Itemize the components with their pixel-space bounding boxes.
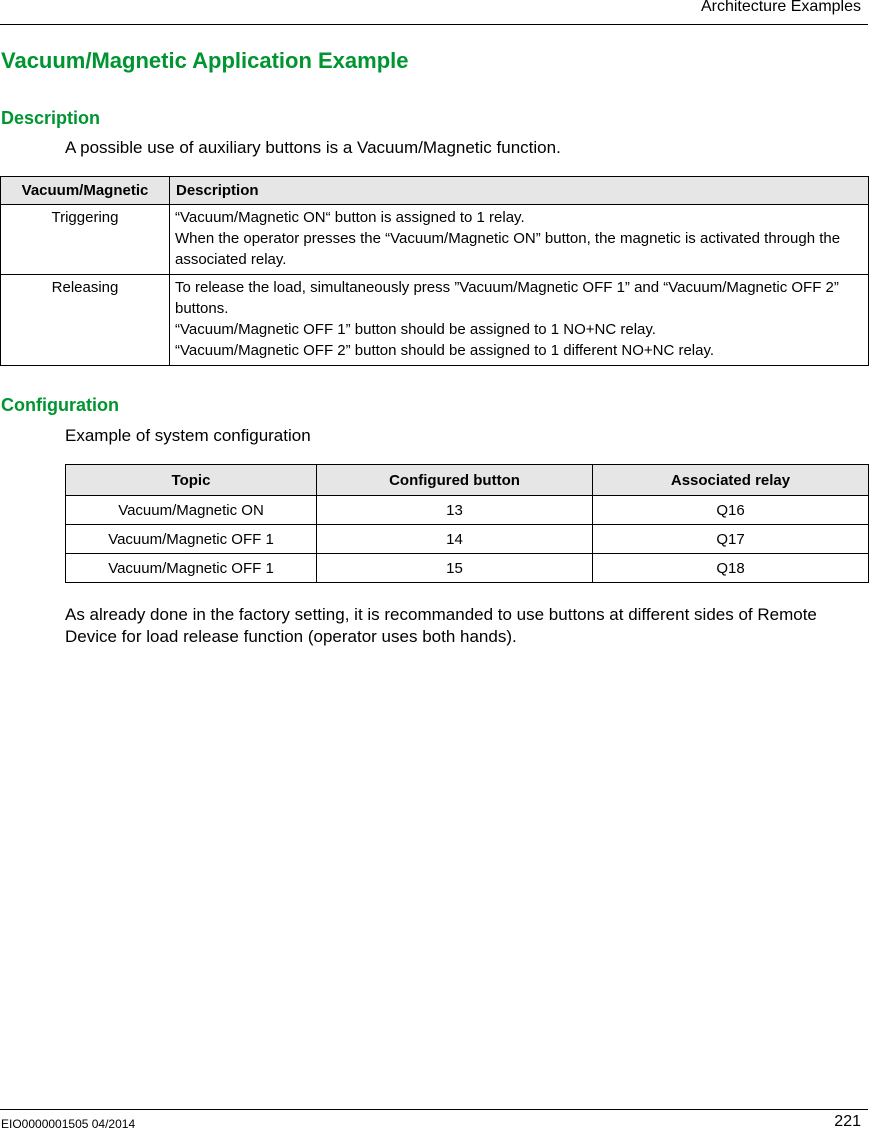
column-header-configured-button: Configured button: [317, 465, 593, 496]
header-divider: [0, 24, 868, 25]
topic-cell: Vacuum/Magnetic ON: [66, 496, 317, 525]
relay-cell: Q16: [593, 496, 869, 525]
description-table: [0, 176, 869, 366]
description-line: “Vacuum/Magnetic OFF 2” button should be assigned to 1 different NO+NC relay.: [175, 342, 715, 359]
document-reference: EIO0000001505 04/2014: [1, 1117, 136, 1131]
column-header: Vacuum/Magnetic: [1, 177, 170, 205]
footer-divider: [0, 1109, 868, 1110]
row-name: Triggering: [1, 205, 170, 275]
description-line: To release the load, simultaneously press ”Vacuum/Magnetic OFF 1” and “Vacuum/Magnetic OFF 2” buttons.: [175, 279, 839, 317]
running-header: Architecture Examples: [700, 0, 861, 15]
row-description: [170, 275, 869, 366]
table-header-row: [66, 465, 869, 496]
relay-cell: Q17: [593, 525, 869, 554]
topic-cell: Vacuum/Magnetic OFF 1: [66, 525, 317, 554]
description-heading: Description: [1, 108, 101, 128]
configuration-note: As already done in the factory setting, it is recommanded to use buttons at different sides of Remote Device for load release function (operator uses both hands).: [65, 605, 817, 646]
table-row: [1, 205, 869, 275]
description-line: “Vacuum/Magnetic ON“ button is assigned to 1 relay.: [175, 209, 525, 226]
row-name: Releasing: [1, 275, 170, 366]
table-row: [1, 275, 869, 366]
column-header-associated-relay: Associated relay: [593, 465, 869, 496]
configuration-table: [65, 464, 869, 583]
table-row: [66, 525, 869, 554]
table-header-row: [1, 177, 869, 205]
page-number: 221: [834, 1113, 861, 1130]
configuration-intro: Example of system configuration: [65, 426, 311, 445]
page-title: Vacuum/Magnetic Application Example: [1, 48, 409, 73]
row-description: [170, 205, 869, 275]
table-row: [66, 496, 869, 525]
table-row: [66, 554, 869, 583]
column-header: Description: [170, 177, 869, 205]
button-cell: 13: [317, 496, 593, 525]
configuration-heading: Configuration: [1, 395, 119, 415]
column-header-topic: Topic: [66, 465, 317, 496]
relay-cell: Q18: [593, 554, 869, 583]
description-line: When the operator presses the “Vacuum/Magnetic ON” button, the magnetic is activated through the associated relay.: [175, 230, 841, 268]
button-cell: 15: [317, 554, 593, 583]
description-intro: A possible use of auxiliary buttons is a Vacuum/Magnetic function.: [65, 138, 561, 157]
topic-cell: Vacuum/Magnetic OFF 1: [66, 554, 317, 583]
button-cell: 14: [317, 525, 593, 554]
description-line: “Vacuum/Magnetic OFF 1” button should be assigned to 1 NO+NC relay.: [175, 321, 656, 338]
